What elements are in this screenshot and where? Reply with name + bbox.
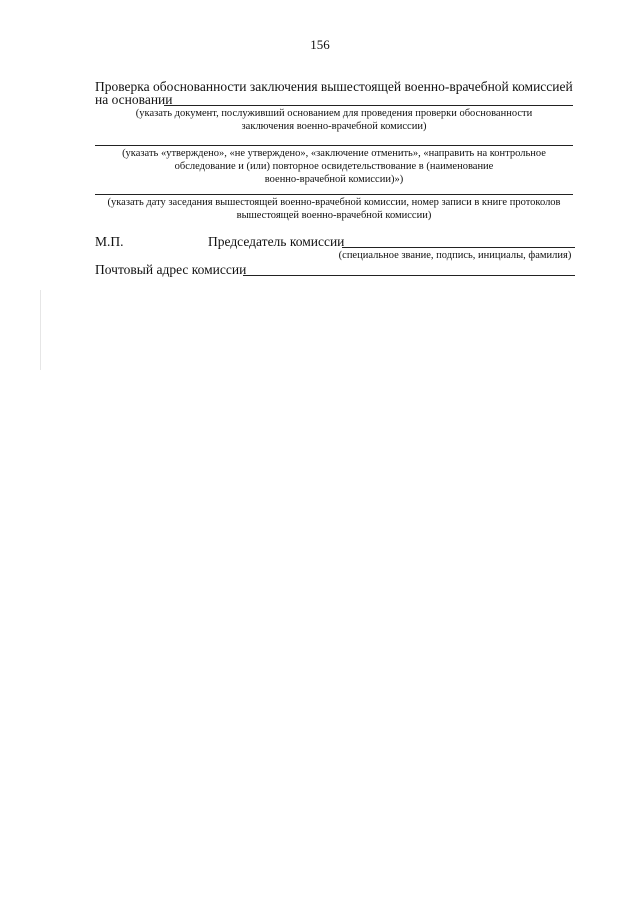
basis-label: на основании bbox=[95, 92, 173, 107]
signature-caption: (специальное звание, подпись, инициалы, фамилия) bbox=[338, 250, 572, 261]
document-caption bbox=[95, 107, 573, 133]
scan-margin-mark bbox=[40, 290, 41, 370]
chairman-signature-line[interactable] bbox=[342, 247, 575, 248]
address-label: Почтовый адрес комиссии bbox=[95, 262, 247, 277]
meeting-caption-line: вышестоящей военно-врачебной комиссии) bbox=[236, 210, 432, 221]
address-fill-line[interactable] bbox=[243, 275, 575, 276]
meeting-caption bbox=[95, 196, 573, 222]
page-number: 156 bbox=[310, 37, 330, 52]
document-caption-line: заключения военно-врачебной комиссии) bbox=[241, 121, 427, 132]
form-title: Проверка обоснованности заключения вышестоящей военно-врачебной комиссией bbox=[95, 79, 573, 94]
decision-caption bbox=[95, 147, 573, 186]
decision-caption-line: военно-врачебной комиссии)») bbox=[264, 174, 404, 185]
document-caption-line: (указать документ, послуживший основанием для проведения проверки обоснованности bbox=[135, 108, 533, 119]
stamp-label: М.П. bbox=[95, 234, 124, 249]
meeting-fill-line[interactable] bbox=[95, 194, 573, 195]
decision-caption-line: обследование и (или) повторное освидетельствование в (наименование bbox=[174, 161, 494, 172]
chairman-label: Председатель комиссии bbox=[208, 234, 345, 249]
basis-fill-line[interactable] bbox=[164, 105, 573, 106]
decision-fill-line[interactable] bbox=[95, 145, 573, 146]
meeting-caption-line: (указать дату заседания вышестоящей военно-врачебной комиссии, номер записи в книге протоколов bbox=[107, 197, 561, 208]
decision-caption-line: (указать «утверждено», «не утверждено», «заключение отменить», «направить на контрольное bbox=[122, 148, 546, 159]
